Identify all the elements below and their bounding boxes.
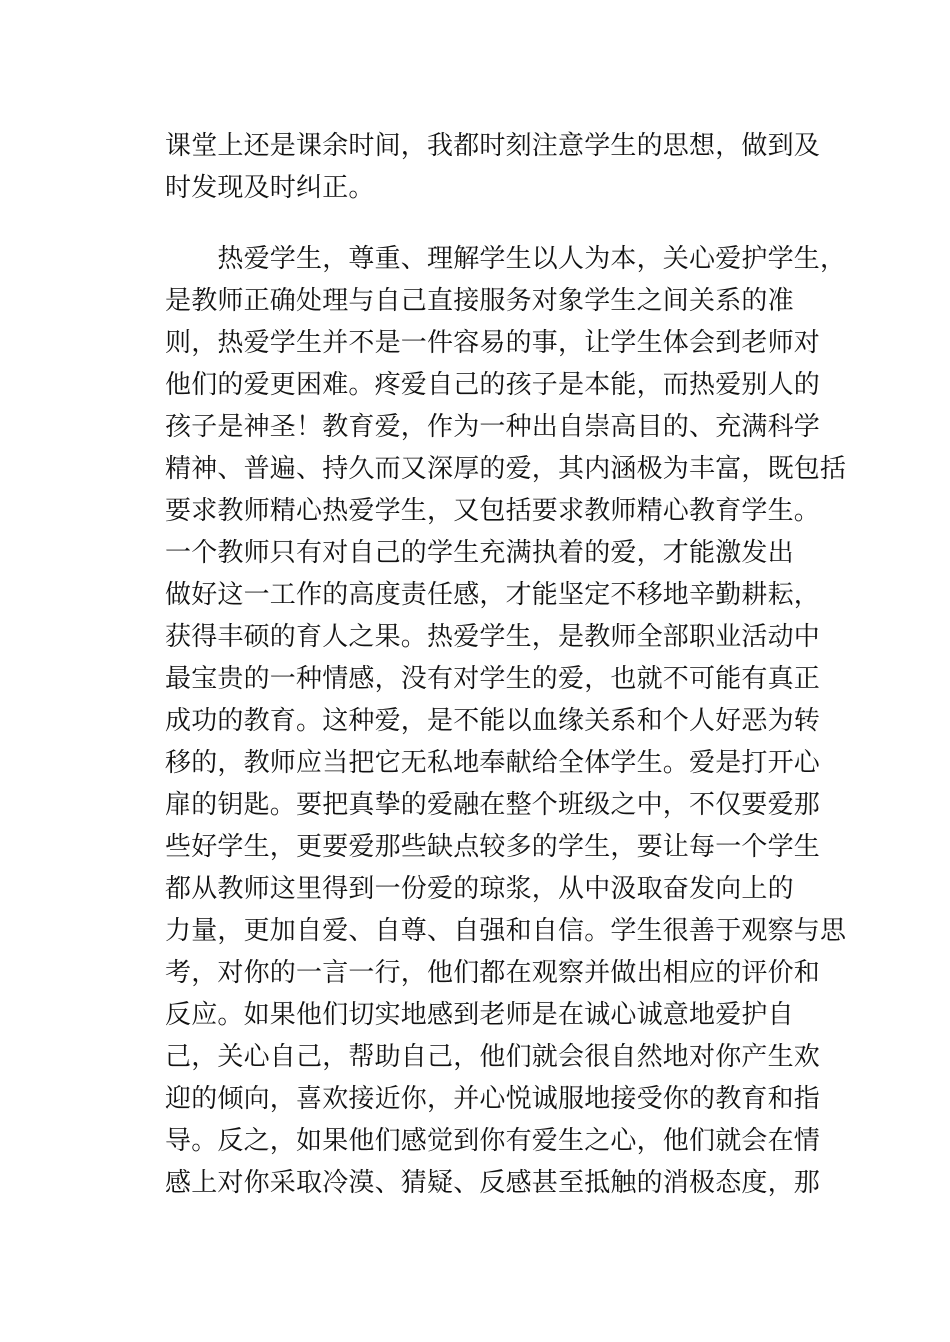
text-line: 做好这一工作的高度责任感，才能坚定不移地辛勤耕耘，: [165, 580, 821, 610]
text-line: 获得丰硕的育人之果。热爱学生，是教师全部职业活动中: [165, 622, 821, 652]
paragraph-1: [165, 125, 821, 209]
text-line: 己，关心自己，帮助自己，他们就会很自然地对你产生欢: [165, 1042, 821, 1072]
text-line: 反应。如果他们切实地感到老师是在诚心诚意地爱护自: [165, 1000, 794, 1030]
text-line: 则，热爱学生并不是一件容易的事，让学生体会到老师对: [165, 328, 821, 358]
text-line: 些好学生，更要爱那些缺点较多的学生，要让每一个学生: [165, 832, 821, 862]
text-line: 感上对你采取冷漠、猜疑、反感甚至抵触的消极态度，那: [165, 1168, 821, 1198]
text-line: 力量，更加自爱、自尊、自强和自信。学生很善于观察与思: [165, 916, 847, 946]
text-line: 考，对你的一言一行，他们都在观察并做出相应的评价和: [165, 958, 821, 988]
text-line: 都从教师这里得到一份爱的琼浆，从中汲取奋发向上的: [165, 874, 794, 904]
text-line: 迎的倾向，喜欢接近你，并心悦诚服地接受你的教育和指: [165, 1084, 821, 1114]
text-line: 要求教师精心热爱学生，又包括要求教师精心教育学生。: [165, 496, 821, 526]
paragraph-2: [165, 238, 847, 1204]
text-line: 导。反之，如果他们感觉到你有爱生之心，他们就会在情: [165, 1126, 821, 1156]
text-line: 孩子是神圣！教育爱，作为一种出自崇高目的、充满科学: [165, 412, 821, 442]
text-line: 成功的教育。这种爱，是不能以血缘关系和个人好恶为转: [165, 706, 821, 736]
text-line: 是教师正确处理与自己直接服务对象学生之间关系的准: [165, 286, 794, 316]
text-line: 时发现及时纠正。: [165, 173, 375, 203]
text-line: 热爱学生，尊重、理解学生以人为本，关心爱护学生，: [165, 244, 847, 274]
text-line: 课堂上还是课余时间，我都时刻注意学生的思想，做到及: [165, 131, 821, 161]
text-line: 他们的爱更困难。疼爱自己的孩子是本能，而热爱别人的: [165, 370, 821, 400]
text-line: 移的，教师应当把它无私地奉献给全体学生。爱是打开心: [165, 748, 821, 778]
text-line: 最宝贵的一种情感，没有对学生的爱，也就不可能有真正: [165, 664, 821, 694]
text-line: 扉的钥匙。要把真挚的爱融在整个班级之中，不仅要爱那: [165, 790, 821, 820]
text-line: 精神、普遍、持久而又深厚的爱，其内涵极为丰富，既包括: [165, 454, 847, 484]
text-line: 一个教师只有对自己的学生充满执着的爱，才能激发出: [165, 538, 794, 568]
